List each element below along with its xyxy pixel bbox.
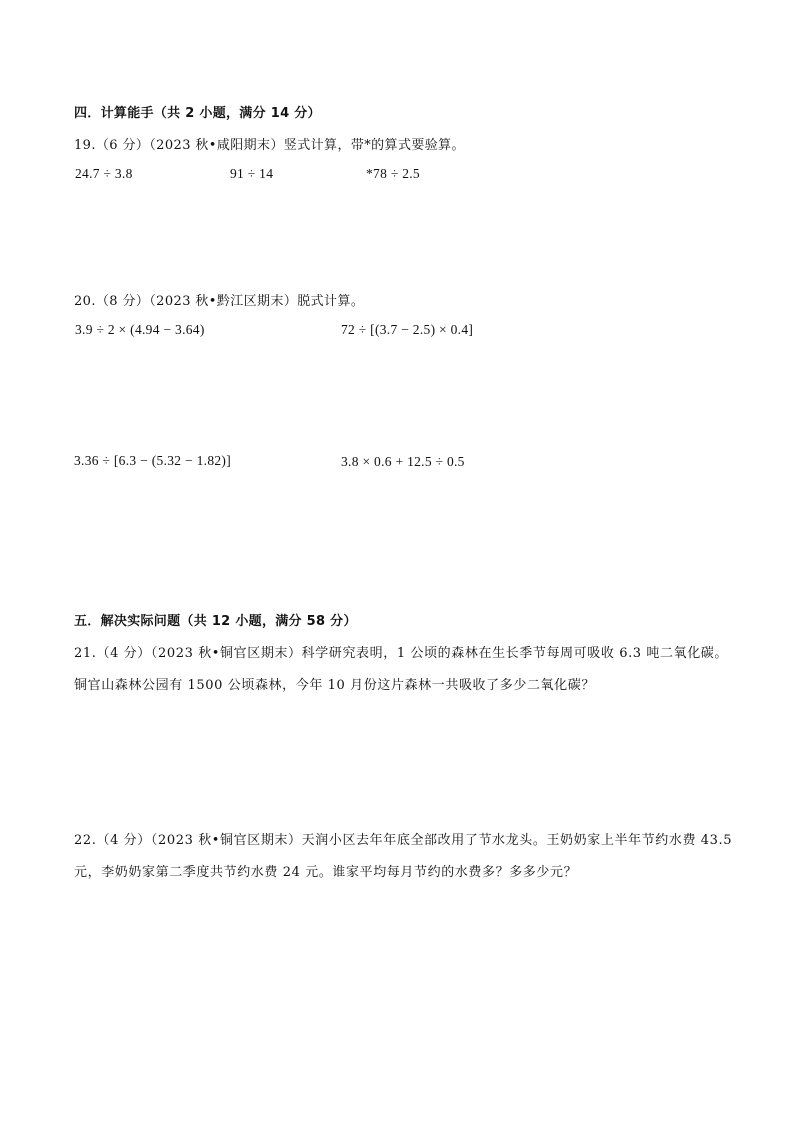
question-20-header: 20.（8 分）（2023 秋•黔江区期末）脱式计算。 — [74, 294, 365, 309]
q20-expression-2: 72 ÷ [(3.7 − 2.5) × 0.4] — [341, 322, 474, 337]
section-4-title: 四．计算能手（共 2 小题，满分 14 分） — [74, 106, 321, 121]
q20-expression-4: 3.8 × 0.6 + 12.5 ÷ 0.5 — [341, 454, 465, 469]
question-21-line-1: 21.（4 分）（2023 秋•铜官区期末）科学研究表明，1 公顷的森林在生长季节每周可吸收 6.3 吨二氧化碳。 — [74, 646, 729, 661]
question-19-header: 19.（6 分）（2023 秋•咸阳期末）竖式计算，带*的算式要验算。 — [74, 138, 465, 153]
q19-expression-1: 24.7 ÷ 3.8 — [75, 166, 133, 181]
question-22-line-2: 元，李奶奶家第二季度共节约水费 24 元。谁家平均每月节约的水费多？多多少元？ — [74, 865, 578, 880]
section-5-title: 五．解决实际问题（共 12 小题，满分 58 分） — [74, 614, 357, 629]
q20-expression-3: 3.36 ÷ [6.3 − (5.32 − 1.82)] — [74, 453, 232, 468]
question-22-line-1: 22.（4 分）（2023 秋•铜官区期末）天润小区去年年底全部改用了节水龙头。王奶奶家上半年节约水费 43.5 — [74, 833, 733, 848]
question-21-line-2: 铜官山森林公园有 1500 公顷森林，今年 10 月份这片森林一共吸收了多少二氧化碳？ — [74, 678, 595, 693]
q19-expression-3: *78 ÷ 2.5 — [366, 166, 420, 181]
q20-expression-1: 3.9 ÷ 2 × (4.94 − 3.64) — [75, 322, 205, 337]
q19-expression-2: 91 ÷ 14 — [230, 166, 274, 181]
